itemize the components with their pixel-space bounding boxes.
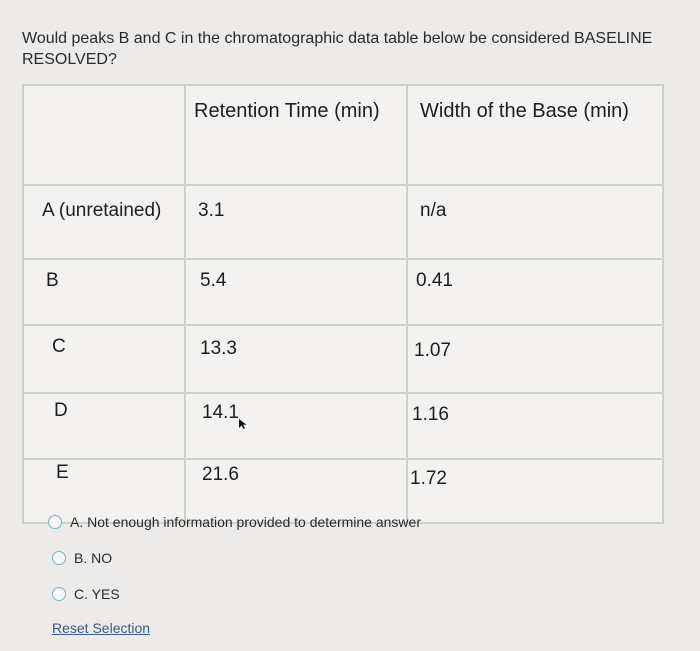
column-divider <box>406 86 408 522</box>
radio-icon[interactable] <box>48 515 62 529</box>
option-label: A. Not enough information provided to determine answer <box>70 514 421 530</box>
question-text: Would peaks B and C in the chromatographic data table below be considered BASELINE RESOLVED? <box>22 30 653 68</box>
retention-value: 13.3 <box>200 338 237 359</box>
option-b[interactable] <box>52 550 112 566</box>
option-label: B. NO <box>74 550 113 566</box>
header-retention-time: Retention Time (min) <box>194 100 380 122</box>
retention-value: 21.6 <box>202 464 239 485</box>
width-value: 1.72 <box>410 468 447 489</box>
row-divider <box>24 324 662 326</box>
row-divider <box>24 258 662 260</box>
radio-icon[interactable] <box>52 551 66 565</box>
width-value: 1.07 <box>414 340 451 361</box>
width-value: 0.41 <box>416 270 453 291</box>
peak-label: E <box>56 462 69 483</box>
peak-label: A (unretained) <box>42 200 162 221</box>
peak-label: D <box>54 400 68 421</box>
retention-value: 14.1 <box>202 402 239 423</box>
peak-label: C <box>52 336 66 357</box>
option-a[interactable] <box>48 514 421 530</box>
option-label: C. YES <box>74 586 120 602</box>
row-divider <box>24 458 662 460</box>
radio-icon[interactable] <box>52 587 66 601</box>
row-divider <box>24 184 662 186</box>
chromatography-table <box>22 84 664 524</box>
width-value: 1.16 <box>412 404 449 425</box>
reset-selection-link[interactable]: Reset Selection <box>52 620 151 636</box>
width-value: n/a <box>420 200 447 221</box>
row-divider <box>24 392 662 394</box>
retention-value: 3.1 <box>198 200 225 221</box>
retention-value: 5.4 <box>200 270 227 291</box>
column-divider <box>184 86 186 522</box>
peak-label: B <box>46 270 59 291</box>
option-c[interactable] <box>52 586 120 602</box>
header-base-width: Width of the Base (min) <box>420 100 629 122</box>
mouse-cursor-icon <box>238 418 248 430</box>
